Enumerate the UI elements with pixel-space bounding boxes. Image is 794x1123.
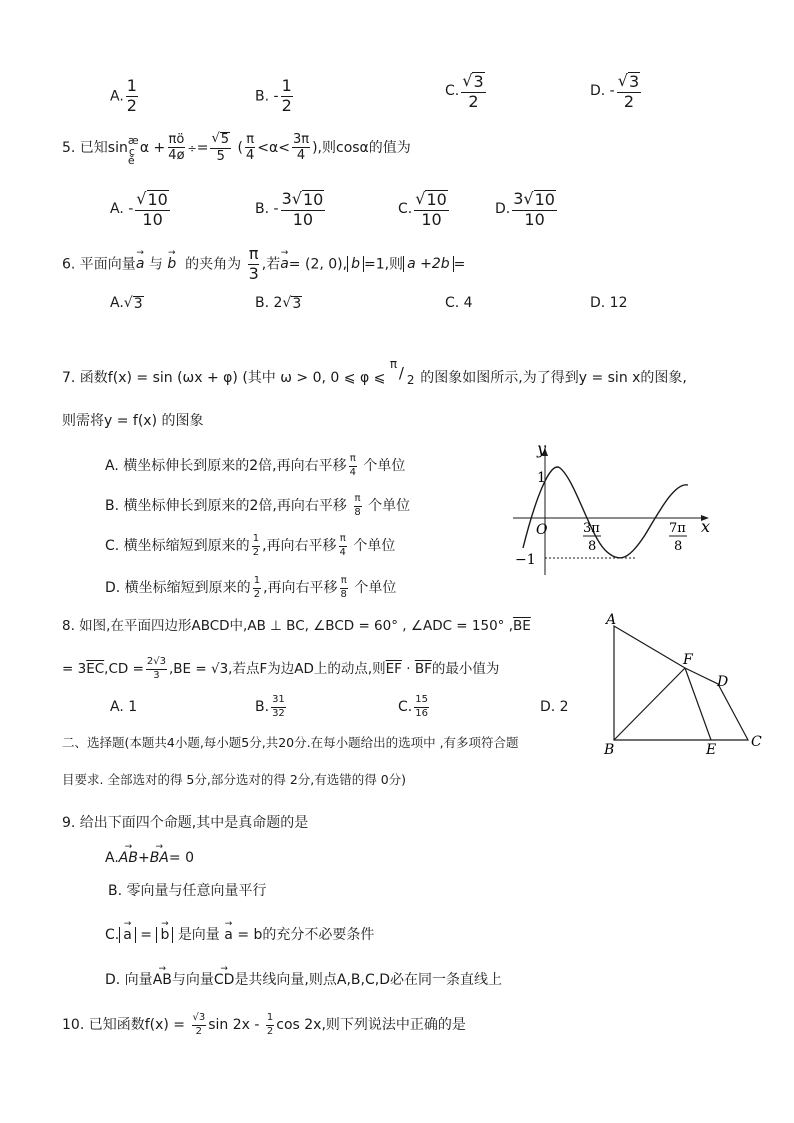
sine-curve: [523, 467, 688, 558]
q9-option-d: D. 向量→ AB与向量→ CD是共线向量,则点A,B,C,D必在同一条直线上: [105, 973, 502, 987]
q5-option-c: C. √ 10 10: [398, 189, 447, 229]
q5-option-d: D. 3 √ 10 10: [495, 189, 555, 229]
q5-option-b: B. - 3 √ 10 10: [255, 189, 324, 229]
quadrilateral-figure: [600, 608, 770, 758]
q4-option-b: B. - $\frac{1}{2}$: [255, 76, 292, 115]
q6-stem: 6. 平面向量→ a 与 → b 的夹角为 $\frac{\pi}{3}$ ,若→ a= (2, 0), b =1,则 a +2b =: [62, 246, 465, 283]
sine-graph: [505, 440, 720, 580]
q7-stem-line2: 则需将y = f(x) 的图象: [62, 413, 204, 429]
q8-option-d: D. 2: [540, 699, 569, 715]
q7-stem-line1: 7. 函数f(x) = sin (ωx + φ) (其中 ω > 0, 0 ⩽ φ ⩽ π / 2 的图象如图所示,为了得到y = sin x的图象,: [62, 357, 687, 387]
origin-label: O: [536, 522, 548, 538]
label-c: C: [751, 734, 762, 750]
q5-stem: 5. 已知sin æ ç è α + $\frac{\pi ö}{4ø}$ ÷= √ 5 5 ( $\frac{\pi}{4}$ <α< $\frac{3\pi}{4}$ ),则cosα的值为: [62, 131, 411, 167]
q8-option-a: A. 1: [110, 699, 138, 715]
q8-stem-line2: = $3\overline{EC},CD$ = $\frac{2√3}{3}$ ,BE = √3,若点F为边AD上的动点,则$\overline{EF} \cdot \overline{BF}$的最小值为: [62, 656, 500, 681]
q9-option-b: B. 零向量与任意向量平行: [108, 883, 267, 899]
x-tick-7pi8-num: 7π: [669, 521, 686, 536]
q9-option-c: C. → a = → b 是向量 → a = b的充分不必要条件: [105, 928, 374, 942]
q7-option-b: B. 横坐标伸长到原来的2倍,再向右平移 $\frac{\pi}{8}$ 个单位: [105, 493, 411, 518]
q6-option-d: D. 12: [590, 295, 628, 311]
y-tick-1: 1: [537, 470, 546, 486]
q8-stem-line1: 8. 如图,在平面四边形ABCD中,AB ⊥ BC, ∠BCD = 60° , ∠ADC = 150° $,\overline{BE}$: [62, 618, 531, 634]
q6-option-b: B. 2 √ 3: [255, 295, 302, 312]
q4-option-a: A. $\frac{1}{2}$: [110, 76, 137, 115]
label-b: B: [604, 742, 615, 758]
section2-line2: 目要求. 全部选对的得 5分,部分选对的得 2分,有选错的得 0分): [62, 772, 407, 787]
q8-option-b: B. $\frac{31}{32}$: [255, 694, 285, 719]
q7-option-c: C. 横坐标缩短到原来的 $\frac{1}{2}$ ,再向右平移 $\frac{\pi}{4}$ 个单位: [105, 533, 396, 558]
y-axis-label: y: [537, 440, 547, 458]
q5-option-a: A. - √ 10 10: [110, 189, 168, 229]
label-f: F: [683, 652, 693, 668]
q4-option-c: C. √ 3 2: [445, 71, 484, 111]
q4-option-d: D. - √ 3 2: [590, 71, 640, 111]
q10-stem: 10. 已知函数f(x) = $\frac{√3}{2}$ sin 2x - $\frac{1}{2}$ cos 2x,则下列说法中正确的是: [62, 1012, 466, 1037]
x-tick-3pi8-den: 8: [588, 539, 597, 554]
q6-option-c: C. 4: [445, 295, 473, 311]
q8-option-c: C. $\frac{15}{16}$: [398, 694, 428, 719]
x-axis-label: x: [701, 517, 711, 536]
x-tick-7pi8-den: 8: [674, 539, 683, 554]
label-a: A: [606, 612, 617, 628]
label-d: D: [717, 674, 729, 690]
q9-stem: 9. 给出下面四个命题,其中是真命题的是: [62, 815, 309, 831]
q7-option-d: D. 横坐标缩短到原来的 $\frac{1}{2}$ ,再向右平移 $\frac{\pi}{8}$ 个单位: [105, 575, 397, 600]
q7-option-a: A. 横坐标伸长到原来的2倍,再向右平移 $\frac{\pi}{4}$ 个单位: [105, 453, 406, 478]
label-e: E: [706, 742, 717, 758]
q6-option-a: A. √ 3: [110, 295, 143, 312]
y-tick-neg1: −1: [515, 552, 536, 568]
section2-line1: 二、选择题(本题共4小题,每小题5分,共20分.在每小题给出的选项中 ,有多项符合题: [62, 735, 519, 750]
segment-bf: [614, 668, 685, 740]
q9-option-a: A.→ AB+→ BA= 0: [105, 851, 194, 865]
x-tick-3pi8-num: 3π: [583, 521, 600, 536]
